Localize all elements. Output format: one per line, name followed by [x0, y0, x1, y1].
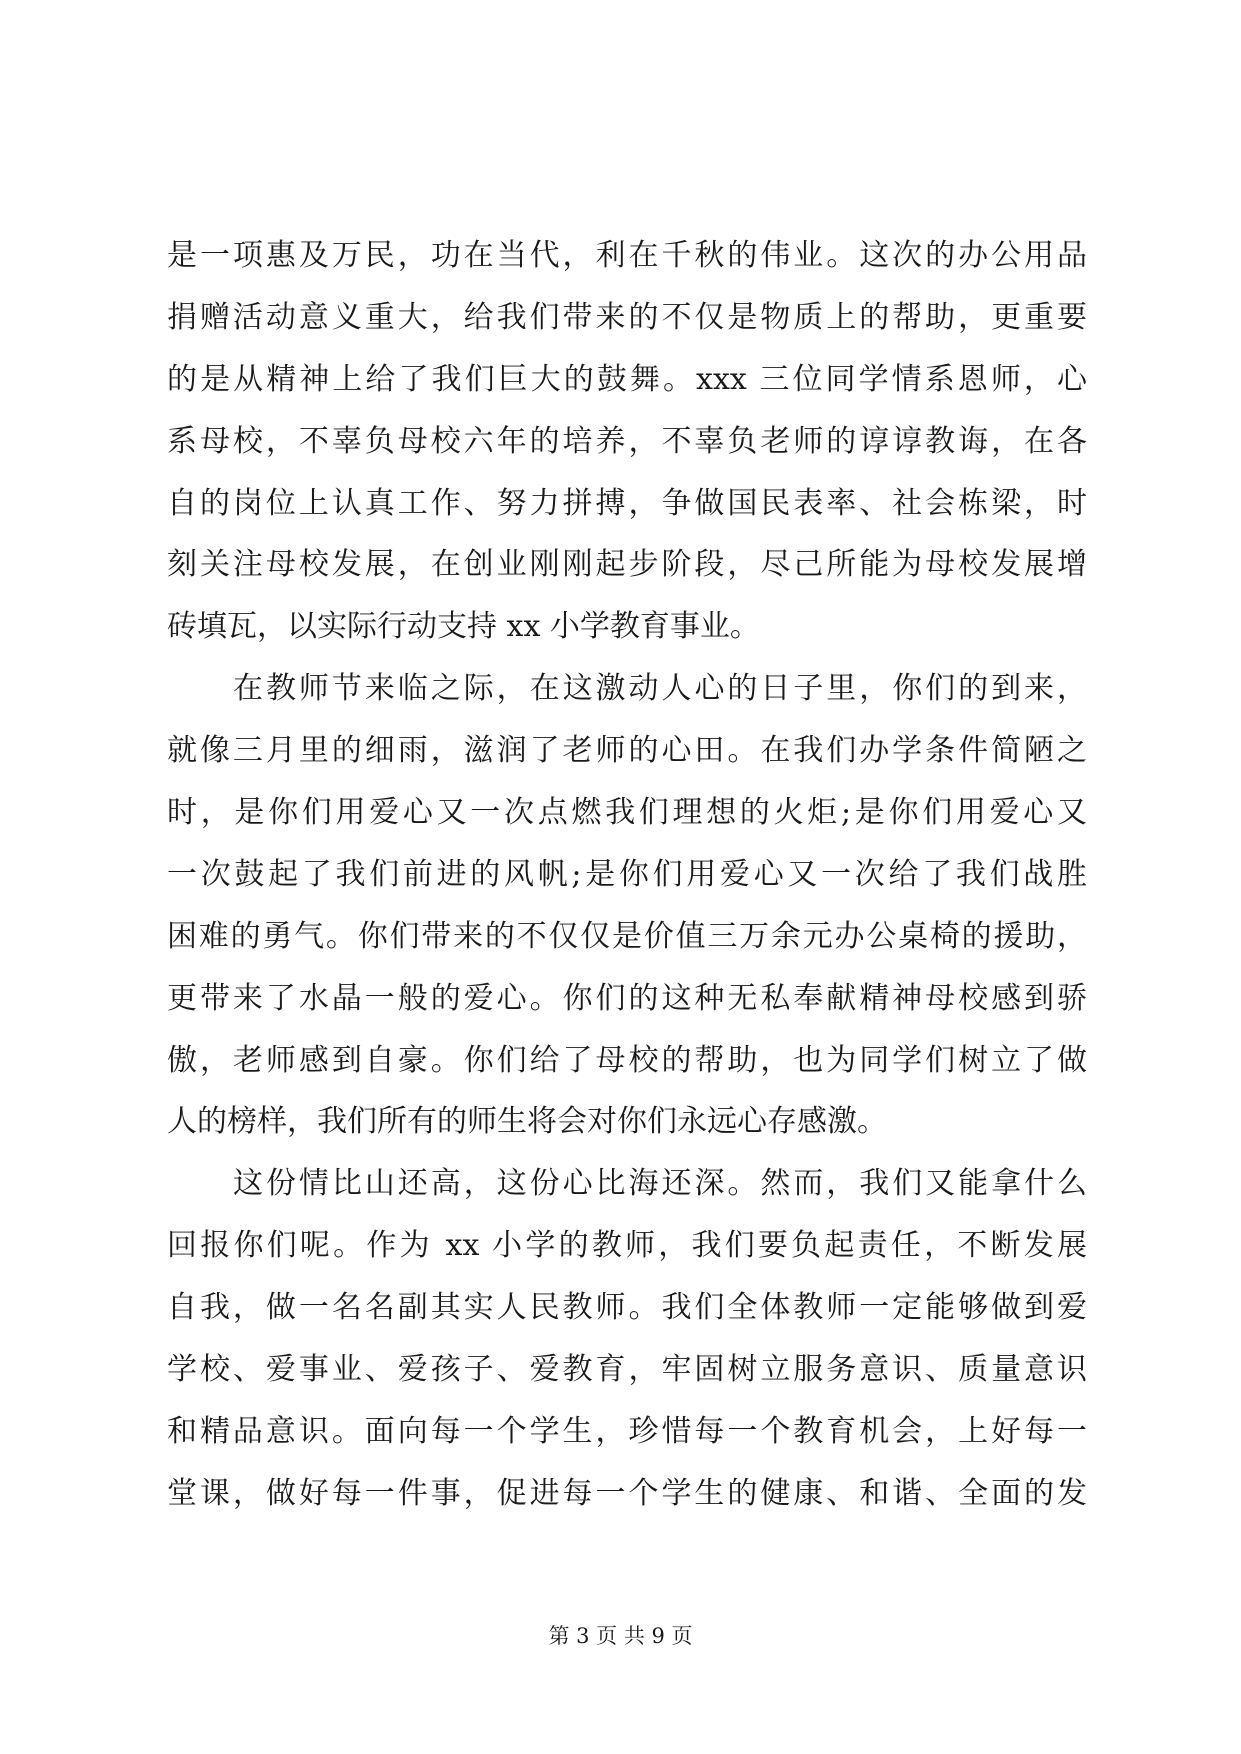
text-line: 自我，做一名名副其实人民教师。我们全体教师一定能够做到爱 — [167, 1290, 1087, 1326]
page-number-footer: 第 3 页 共 9 页 — [548, 1624, 693, 1648]
text-line: 和精品意识。面向每一个学生，珍惜每一个教育机会，上好每一 — [167, 1413, 1087, 1449]
text-line: 系母校，不辜负母校六年的培养，不辜负老师的谆谆教诲，在各 — [167, 423, 1087, 459]
text-line: 回报你们呢。作为 xx 小学的教师，我们要负起责任，不断发展 — [167, 1228, 1087, 1264]
text-line: 困难的勇气。你们带来的不仅仅是价值三万余元办公桌椅的援助， — [167, 918, 1087, 954]
text-line: 砖填瓦，以实际行动支持 xx 小学教育事业。 — [167, 609, 760, 645]
text-line: 堂课，做好每一件事，促进每一个学生的健康、和谐、全面的发 — [167, 1475, 1087, 1511]
text-line: 捐赠活动意义重大，给我们带来的不仅是物质上的帮助，更重要 — [167, 299, 1087, 335]
text-line: 学校、爱事业、爱孩子、爱教育，牢固树立服务意识、质量意识 — [167, 1352, 1087, 1388]
paragraph-first-line: 在教师节来临之际，在这激动人心的日子里，你们的到来， — [233, 671, 1087, 707]
text-line: 是一项惠及万民，功在当代，利在千秋的伟业。这次的办公用品 — [167, 238, 1087, 273]
body-text — [167, 225, 1087, 1525]
text-line: 刻关注母校发展，在创业刚刚起步阶段，尽己所能为母校发展增 — [167, 547, 1087, 583]
text-line: 傲，老师感到自豪。你们给了母校的帮助，也为同学们树立了做 — [167, 1042, 1087, 1078]
text-line: 就像三月里的细雨，滋润了老师的心田。在我们办学条件简陋之 — [167, 733, 1087, 769]
paragraph-first-line: 这份情比山还高，这份心比海还深。然而，我们又能拿什么 — [233, 1166, 1087, 1202]
text-line: 人的榜样，我们所有的师生将会对你们永远心存感激。 — [167, 1104, 887, 1140]
text-line: 一次鼓起了我们前进的风帆;是你们用爱心又一次给了我们战胜 — [167, 856, 1087, 892]
text-line: 更带来了水晶一般的爱心。你们的这种无私奉献精神母校感到骄 — [167, 980, 1087, 1016]
text-line: 时，是你们用爱心又一次点燃我们理想的火炬;是你们用爱心又 — [167, 795, 1087, 831]
text-line: 自的岗位上认真工作、努力拼搏，争做国民表率、社会栋梁，时 — [167, 485, 1087, 521]
text-line: 的是从精神上给了我们巨大的鼓舞。xxx 三位同学情系恩师，心 — [167, 361, 1087, 397]
